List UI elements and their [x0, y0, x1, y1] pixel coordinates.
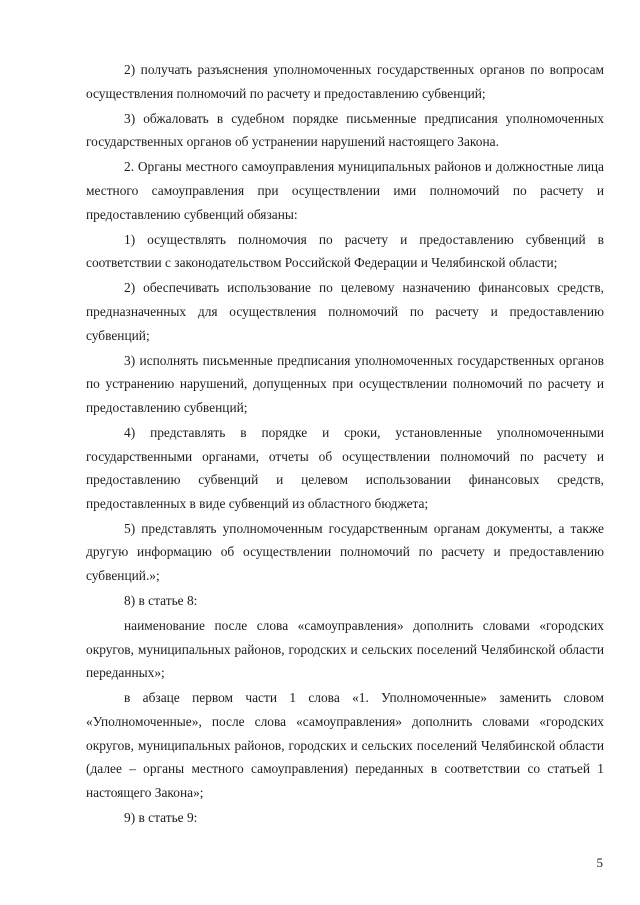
- paragraph: наименование после слова «самоуправления» дополнить словами «городских округов, муниципальных районов, городских и сельских поселений Челябинской области переданных»;: [86, 618, 604, 681]
- paragraph: 5) представлять уполномоченным государственным органам документы, а также другую информацию об осуществлении полномочий по расчету и предоставлению субвенций.»;: [86, 520, 604, 583]
- paragraph: 2. Органы местного самоуправления муниципальных районов и должностные лица местного самоуправления при осуществлении ими полномочий по расчету и предоставлению субвенций обязаны:: [86, 159, 604, 222]
- document-body: [86, 58, 604, 831]
- paragraph: 2) обеспечивать использование по целевому назначению финансовых средств, предназначенных для осуществления полномочий по расчету и предоставлению субвенций;: [86, 280, 604, 343]
- paragraph: 3) исполнять письменные предписания уполномоченных государственных органов по устранению нарушений, допущенных при осуществлении полномочий по расчету и предоставлению субвенций;: [86, 352, 604, 415]
- paragraph: 2) получать разъяснения уполномоченных государственных органов по вопросам осуществления полномочий по расчету и предоставлению субвенций;: [86, 62, 604, 101]
- paragraph: 9) в статье 9:: [124, 809, 198, 825]
- paragraph: 3) обжаловать в судебном порядке письменные предписания уполномоченных государственных органов об устранении нарушений настоящего Закона.: [86, 110, 604, 150]
- page-number: 5: [596, 855, 603, 870]
- paragraph: 8) в статье 8:: [124, 593, 198, 609]
- paragraph: 4) представлять в порядке и сроки, установленные уполномоченными государственными органами, отчеты об осуществлении полномочий по расчету и предоставлению субвенций и целевом использовании финансовых средств, предоставленных в виде субвенций из областного бюджета;: [86, 424, 604, 511]
- paragraph: в абзаце первом части 1 слова «1. Уполномоченные» заменить словом «Уполномоченные», после слова «самоуправления» дополнить словами «городских округов, муниципальных районов, городских и сельских поселений Челябинской области (далее – органы местного самоуправления) переданных в соответствии со статьей 1 настоящего Закона»;: [86, 690, 604, 800]
- paragraph: 1) осуществлять полномочия по расчету и предоставлению субвенций в соответствии с законодательством Российской Федерации и Челябинской области;: [86, 231, 604, 271]
